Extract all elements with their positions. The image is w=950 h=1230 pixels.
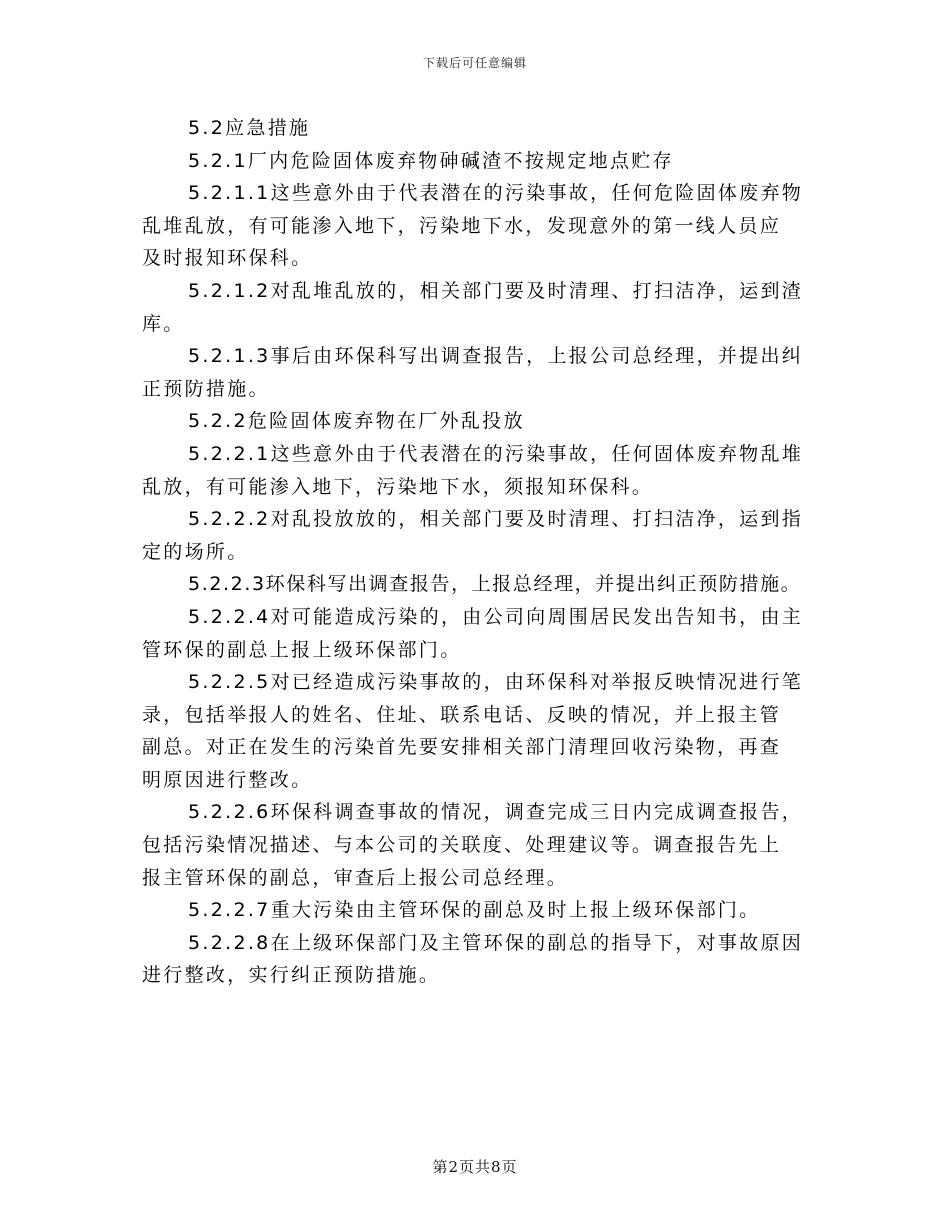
section-5-2-1: 5.2.1厂内危险固体废弃物砷碱渣不按规定地点贮存 bbox=[188, 149, 674, 172]
line: 正预防措施。 bbox=[142, 377, 270, 400]
section-5-2-1-3 bbox=[142, 340, 822, 405]
line: 录，包括举报人的姓名、住址、联系电话、反映的情况，并上报主管 bbox=[142, 703, 782, 726]
page-header: 下载后可任意编辑 bbox=[422, 56, 527, 70]
section-5-2-2-4 bbox=[142, 601, 822, 666]
line: 报主管环保的副总，审查后上报公司总经理。 bbox=[142, 866, 569, 889]
section-5-2-2-5 bbox=[142, 666, 822, 796]
line: 管环保的副总上报上级环保部门。 bbox=[142, 638, 462, 661]
section-5-2-2: 5.2.2危险固体废弃物在厂外乱投放 bbox=[188, 410, 525, 433]
section-5-2-2-2 bbox=[142, 503, 822, 568]
line: 包括污染情况描述、与本公司的关联度、处理建议等。调查报告先上 bbox=[142, 834, 782, 857]
section-5-2-2-3: 5.2.2.3环保科写出调查报告，上报总经理，并提出纠正预防措施。 bbox=[188, 573, 802, 596]
line: 副总。对正在发生的污染首先要安排相关部门清理回收污染物，再查 bbox=[142, 736, 782, 759]
document-body bbox=[142, 112, 822, 992]
line: 5.2.1.3事后由环保科写出调查报告，上报公司总经理，并提出纠 bbox=[188, 345, 804, 368]
section-5-2-2-1 bbox=[142, 438, 822, 503]
line: 5.2.2.1这些意外由于代表潜在的污染事故，任何固体废弃物乱堆 bbox=[188, 442, 804, 465]
line: 5.2.1.2对乱堆乱放的，相关部门要及时清理、打扫洁净，运到渣 bbox=[188, 279, 804, 302]
line: 5.2.1.1这些意外由于代表潜在的污染事故，任何危险固体废弃物 bbox=[188, 182, 804, 205]
line: 5.2.2.4对可能造成污染的，由公司向周围居民发出告知书，由主 bbox=[188, 605, 804, 628]
section-5-2: 5.2应急措施 bbox=[188, 117, 311, 139]
line: 5.2.2.8在上级环保部门及主管环保的副总的指导下，对事故原因 bbox=[188, 931, 804, 954]
line: 乱放，有可能渗入地下，污染地下水，须报知环保科。 bbox=[142, 475, 654, 498]
line: 定的场所。 bbox=[142, 540, 249, 563]
line: 乱堆乱放，有可能渗入地下，污染地下水，发现意外的第一线人员应 bbox=[142, 214, 782, 237]
section-5-2-1-1 bbox=[142, 177, 822, 275]
section-5-2-1-2 bbox=[142, 275, 822, 340]
line: 库。 bbox=[142, 312, 185, 335]
line: 进行整改，实行纠正预防措施。 bbox=[142, 964, 441, 987]
line: 5.2.2.6环保科调查事故的情况，调查完成三日内完成调查报告， bbox=[188, 801, 804, 824]
section-5-2-2-7: 5.2.2.7重大污染由主管环保的副总及时上报上级环保部门。 bbox=[188, 899, 761, 922]
section-5-2-2-6 bbox=[142, 796, 822, 894]
page-footer: 第2页共8页 bbox=[432, 1158, 518, 1176]
line: 5.2.2.5对已经造成污染事故的，由环保科对举报反映情况进行笔 bbox=[188, 671, 804, 694]
section-5-2-2-8 bbox=[142, 927, 822, 992]
line: 5.2.2.2对乱投放放的，相关部门要及时清理、打扫洁净，运到指 bbox=[188, 508, 804, 531]
line: 及时报知环保科。 bbox=[142, 247, 313, 270]
line: 明原因进行整改。 bbox=[142, 768, 313, 791]
